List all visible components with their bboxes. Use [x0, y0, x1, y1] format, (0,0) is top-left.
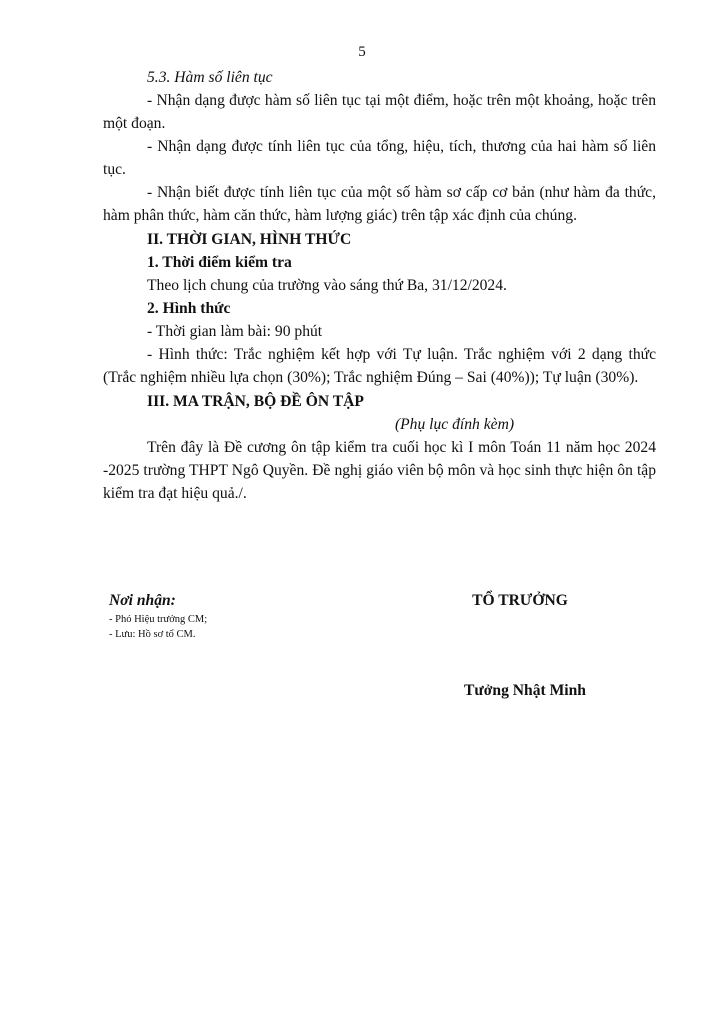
- section-5-3-item-3: - Nhận biết được tính liên tục của một số hàm sơ cấp cơ bản (như hàm đa thức, hàm phân thức, hàm căn thức, hàm lượng giác) trên tập xác định của chúng.: [103, 184, 656, 224]
- page-number: 5: [358, 44, 366, 60]
- closing-paragraph: Trên đây là Đề cương ôn tập kiểm tra cuối học kì I môn Toán 11 năm học 2024 -2025 trường THPT Ngô Quyền. Đề nghị giáo viên bộ môn và học sinh thực hiện ôn tập kiểm tra đạt hiệu quả./.: [103, 439, 656, 502]
- section-5-3-item-2: - Nhận dạng được tính liên tục của tổng, hiệu, tích, thương của hai hàm số liên tục.: [103, 138, 656, 178]
- section-2-numeral: II: [147, 231, 160, 248]
- appendix-note: (Phụ lục đính kèm): [394, 416, 515, 433]
- signer-title: TỔ TRƯỞNG: [472, 592, 568, 609]
- section-2-sub1-text: Theo lịch chung của trường vào sáng thứ Ba, 31/12/2024.: [147, 277, 507, 294]
- recipients-block: [109, 590, 409, 642]
- section-2-heading: [103, 228, 656, 251]
- section-3-numeral: III: [147, 393, 166, 410]
- section-2-sub2-title: 2. Hình thức: [147, 300, 231, 317]
- signer-block: [430, 590, 610, 612]
- recipient-line: - Lưu: Hồ sơ tổ CM.: [109, 629, 196, 640]
- section-2-duration: - Thời gian làm bài: 90 phút: [147, 323, 323, 340]
- section-3-heading: [103, 390, 656, 413]
- signer-name: Tưởng Nhật Minh: [464, 682, 586, 699]
- section-2-format: - Hình thức: Trắc nghiệm kết hợp với Tự luận. Trắc nghiệm với 2 dạng thức (Trắc nghiệm nhiều lựa chọn (30%); Trắc nghiệm Đúng – Sai (40%)); Tự luận (30%).: [103, 346, 656, 386]
- recipients-title: Nơi nhận:: [109, 592, 176, 609]
- section-5-3-heading: 5.3. Hàm số liên tục: [147, 69, 273, 86]
- section-2-sub1-title: 1. Thời điểm kiểm tra: [147, 254, 292, 271]
- recipient-line: - Phó Hiệu trưởng CM;: [109, 614, 208, 625]
- section-5-3-item-1: - Nhận dạng được hàm số liên tục tại một điểm, hoặc trên một khoảng, hoặc trên một đoạn.: [103, 92, 656, 132]
- document-body: [103, 66, 656, 505]
- section-3-title: . MA TRẬN, BỘ ĐỀ ÔN TẬP: [165, 393, 364, 410]
- section-2-title: . THỜI GIAN, HÌNH THỨC: [159, 231, 352, 248]
